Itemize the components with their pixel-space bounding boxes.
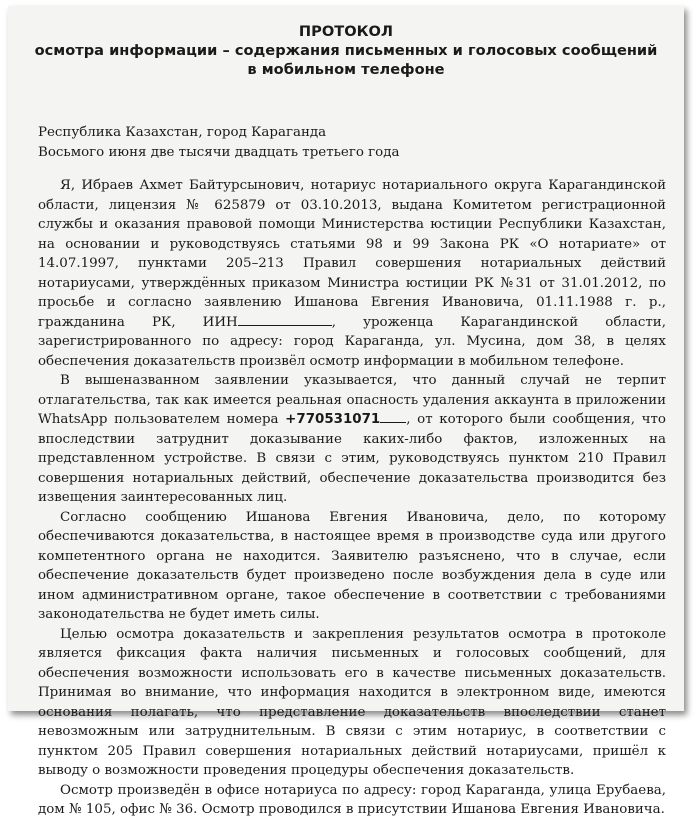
phone-blank (380, 410, 406, 423)
title-protocol: ПРОТОКОЛ (298, 23, 394, 40)
place-and-date (38, 123, 399, 162)
document-page (8, 6, 684, 817)
paragraph-notary (38, 176, 666, 371)
date-line: Восьмого июня две тысячи двадцать третьего года (38, 144, 400, 160)
paragraph-location: Осмотр произведён в офисе нотариуса по адресу: город Караганда, улица Ерубаева, дом № 105, офис № 36. Осмотр проводился в присутствии Ишанова Евгения Ивановича. (38, 782, 666, 817)
paragraph-case-status: Согласно сообщению Ишанова Евгения Ивановича, дело, по которому обеспечиваются доказательства, в настоящее время в производстве суда или другого компетентного органа не находится. Заявителю разъяснено, что в случае, если обеспечение доказательств будет произведено после возбуждения дела в суде или ином административном органе, такое обеспечение в соответствии с требованиями законодательства не будет иметь силы. (38, 509, 666, 622)
paragraph-statement-part1: В вышеназванном заявлении указывается, что данный случай не терпит отлагательства, так как имеется реальная опасность удаления аккаунта в приложении WhatsApp пользователем номера (38, 373, 666, 427)
place-line: Республика Казахстан, город Караганда (38, 125, 327, 140)
paragraph-notary-part1: Я, Ибраев Ахмет Байтурсынович, нотариус нотариального округа Карагандинской области, лицензия № 625879 от 03.10.2013, выдана Комитетом регистрационной службы и оказания правовой помощи Министерства юстиции Республики Казахстан, на основании и руководствуясь статьями 98 и 99 Закона РК «О нотариате» от 14.07.1997, пунктами 205–213 Правил совершения нотариальных действий нотариусами, утверждённых приказом Министра юстиции РК №31 от 31.01.2012, по просьбе и согласно заявлению Ишанова Евгения Ивановича, 01.11.1988 г. р., гражданина РК, ИИН (38, 178, 666, 330)
paragraph-purpose: Целью осмотра доказательств и закрепления результатов осмотра в протоколе является фиксация факта наличия письменных и голосовых сообщений, для обеспечения возможности использовать его в качестве письменных доказательств. Принимая во внимание, что информация находится в электронном виде, имеются основания полагать, что представление доказательств впоследствии станет невозможным или затруднительным. В связи с этим нотариус, в соответствии с пунктом 205 Правил совершения нотариальных действий нотариусами, пришёл к выводу о возможности проведения процедуры обеспечения доказательств. (38, 626, 666, 778)
document-title (8, 22, 684, 79)
phone-number: +770531071 (285, 412, 381, 427)
paragraph-statement (38, 371, 666, 508)
paragraph-notary-part2: , уроженца Карагандинской области, зарегистрированного по адресу: город Караганда, ул. Мусина, дом 38, в целях обеспечения доказательств произвёл осмотр информации в мобильном телефоне. (38, 314, 666, 369)
iin-blank (238, 313, 332, 326)
paragraph-statement-part2: , от которого были сообщения, что впоследствии затруднит доказывание каких-либо фактов, изложенных на представленном устройстве. В связи с этим, руководствуясь пунктом 210 Правил совершения нотариальных действий, обеспечение доказательства производится без извещения заинтересованных лиц. (38, 412, 666, 505)
title-subject-continued: в мобильном телефоне (247, 61, 445, 78)
title-subject: осмотра информации – содержания письменных и голосовых сообщений (34, 42, 658, 59)
